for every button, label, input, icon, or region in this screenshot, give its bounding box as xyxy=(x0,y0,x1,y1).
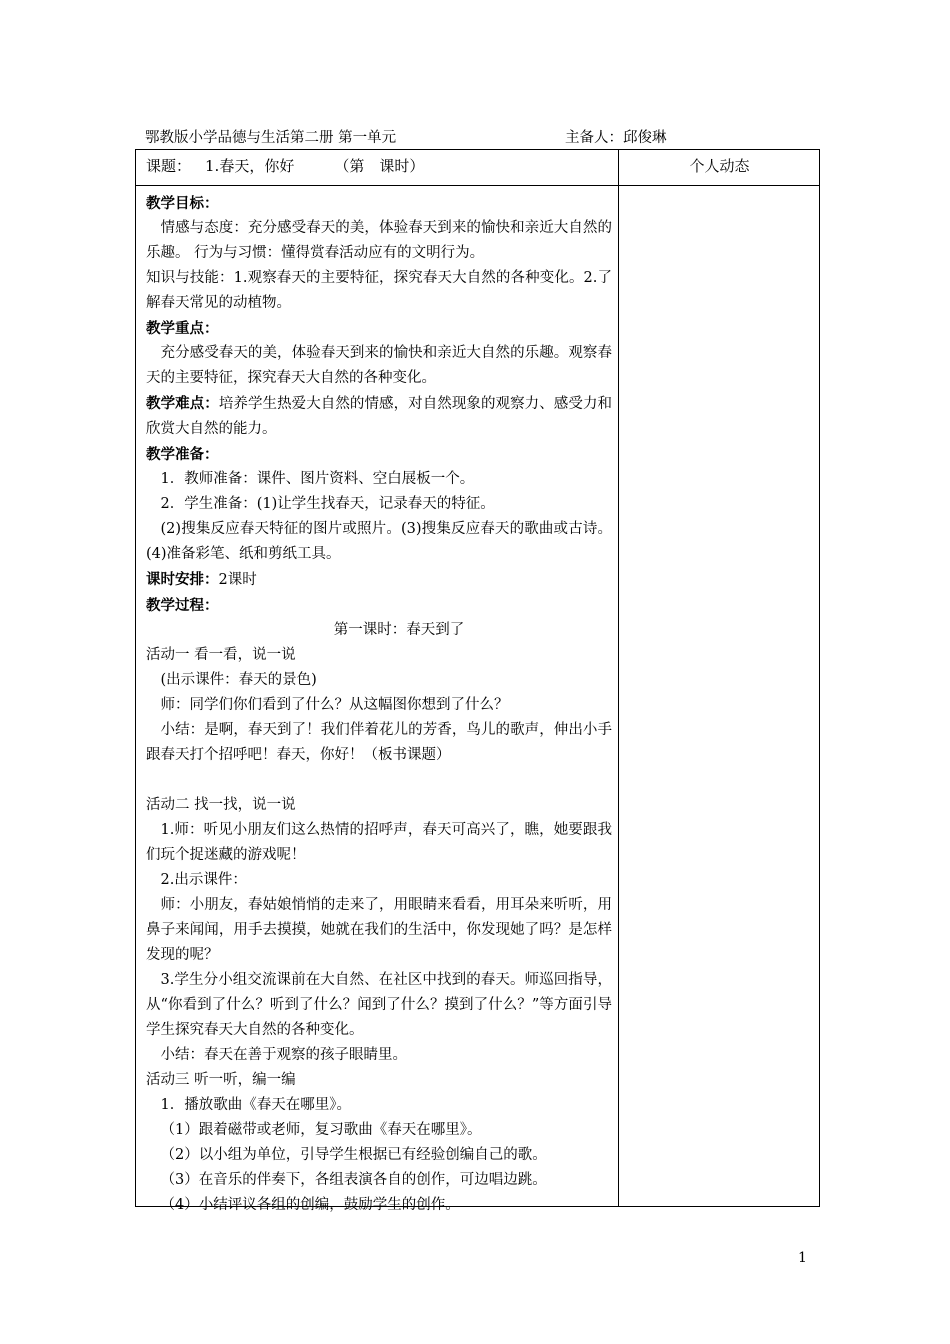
activity-1-step-2: 师：同学们你们看到了什么？从这幅图你想到了什么？ xyxy=(160,697,509,713)
key-points-heading: 教学重点： xyxy=(146,320,219,337)
goals-paragraph-2: 知识与技能：1.观察春天的主要特征，探究春天大自然的各种变化。2.了解春天常见的动植物。 xyxy=(146,270,612,311)
activity-2-step-2-text: 师：小朋友，春姑娘悄悄的走来了，用眼睛来看看，用耳朵来听听，用鼻子来闻闻，用手去摸摸，她就在我们的生活中，你发现她了吗？是怎样发现的呢？ xyxy=(146,897,612,963)
activity-2-title: 活动二 找一找，说一说 xyxy=(146,797,296,813)
schedule-heading: 课时安排： xyxy=(146,571,219,588)
personal-notes-header: 个人动态 xyxy=(689,157,750,175)
blank-line xyxy=(146,768,612,793)
goals-heading: 教学目标： xyxy=(146,195,219,212)
lesson-title-cell xyxy=(146,153,424,179)
activity-2-step-2: 2.出示课件： xyxy=(160,872,247,888)
period-label: （第 课时） xyxy=(334,157,425,175)
activity-3-substep-3: （3）在音乐的伴奏下，各组表演各自的创作，可边唱边跳。 xyxy=(160,1172,547,1188)
activity-3-substep-2: （2）以小组为单位，引导学生根据已有经验创编自己的歌。 xyxy=(160,1147,547,1163)
lesson-plan-table xyxy=(135,149,820,1213)
page-number: 1 xyxy=(798,1250,807,1266)
schedule-paragraph xyxy=(146,567,612,593)
process-heading: 教学过程： xyxy=(146,597,219,614)
activity-1-summary: 小结：是啊，春天到了！我们伴着花儿的芳香，鸟儿的歌声，伸出小手跟春天打个招呼吧！春天，你好！（板书课题） xyxy=(146,722,612,763)
activity-1-title: 活动一 看一看，说一说 xyxy=(146,647,296,663)
schedule-text: 2课时 xyxy=(218,572,257,588)
goals-paragraph-1: 情感与态度：充分感受春天的美，体验春天到来的愉快和亲近大自然的乐趣。 行为与习惯：懂得赏春活动应有的文明行为。 xyxy=(146,220,612,261)
key-points-paragraph: 充分感受春天的美，体验春天到来的愉快和亲近大自然的乐趣。观察春天的主要特征，探究春天大自然的各种变化。 xyxy=(146,345,612,386)
activity-1-step-1: (出示课件：春天的景色) xyxy=(160,672,317,688)
preparation-item-3: (2)搜集反应春天特征的图片或照片。(3)搜集反应春天的歌曲或古诗。(4)准备彩笔、纸和剪纸工具。 xyxy=(146,521,612,562)
header-course-title: 鄂教版小学品德与生活第二册 第一单元 xyxy=(145,130,397,146)
activity-2-step-3: 3.学生分小组交流课前在大自然、在社区中找到的春天。师巡回指导，从“你看到了什么？听到了什么？闻到了什么？摸到了什么？”等方面引导学生探究春天大自然的各种变化。 xyxy=(146,972,612,1038)
preparation-heading: 教学准备： xyxy=(146,446,219,463)
preparation-item-1: 1．教师准备：课件、图片资料、空白展板一个。 xyxy=(160,471,475,487)
activity-2-step-1: 1.师：听见小朋友们这么热情的招呼声，春天可高兴了，瞧，她要跟我们玩个捉迷藏的游戏呢！ xyxy=(146,822,612,863)
activity-3-substep-1: （1）跟着磁带或老师，复习歌曲《春天在哪里》。 xyxy=(160,1122,482,1138)
document-header xyxy=(145,128,745,148)
lesson-content xyxy=(146,191,612,1218)
header-row-divider xyxy=(136,185,819,186)
activity-3-substep-4: （4）小结评议各组的创编，鼓励学生的创作。 xyxy=(160,1197,460,1213)
activity-2-summary: 小结：春天在善于观察的孩子眼睛里。 xyxy=(160,1047,407,1063)
difficulty-heading: 教学难点： xyxy=(146,395,219,412)
column-divider xyxy=(618,150,619,1206)
lesson-name: 1.春天，你好 xyxy=(205,157,295,175)
first-lesson-title: 第一课时：春天到了 xyxy=(333,622,465,638)
difficulty-text: 培养学生热爱大自然的情感，对自然现象的观察力、感受力和欣赏大自然的能力。 xyxy=(146,396,613,437)
activity-3-title: 活动三 听一听，编一编 xyxy=(146,1072,296,1088)
lesson-label: 课题： xyxy=(146,157,192,175)
difficulty-paragraph xyxy=(146,391,612,442)
activity-3-step-1: 1．播放歌曲《春天在哪里》。 xyxy=(160,1097,351,1113)
preparation-item-2: 2．学生准备：(1)让学生找春天，记录春天的特征。 xyxy=(160,496,495,512)
header-author: 主备人：邱俊琳 xyxy=(565,130,667,146)
